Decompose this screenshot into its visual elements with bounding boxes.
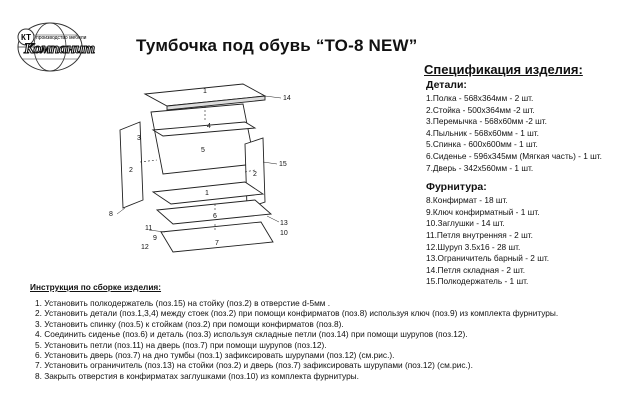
fittings-list [424, 195, 634, 288]
label-8: 8 [109, 211, 113, 218]
label-13: 13 [280, 220, 288, 227]
list-item: 9.Ключ конфирматный - 1 шт. [426, 206, 540, 217]
instruction-step: 5. Установить петли (поз.11) на дверь (поз.7) при помощи шурупов (поз.12). [35, 339, 327, 350]
label-2-left: 2 [129, 167, 133, 174]
label-12: 12 [141, 244, 149, 251]
assembly-instructions [30, 282, 630, 381]
instruction-step: 2. Установить детали (поз.1,3,4) между стоек (поз.2) при помощи конфирматов (поз.8) используя ключ (поз.9) из комплекта фурнитуры. [35, 308, 559, 319]
label-15: 15 [279, 161, 287, 168]
list-item: 10.Заглушки - 14 шт. [426, 218, 505, 229]
list-item: 13.Ограничитель барный - 2 шт. [426, 253, 550, 264]
instruction-step: 4. Соединить сиденье (поз.6) и деталь (поз.3) используя складные петли (поз.14) при помощи шурупов (поз.12). [35, 329, 468, 340]
parts-list [424, 93, 634, 174]
instruction-step: 3. Установить спинку (поз.5) к стойкам (поз.2) при помощи конфирматов (поз.8). [35, 318, 344, 329]
door-panel [161, 222, 273, 252]
label-1-bottom: 1 [205, 190, 209, 197]
parts-heading: Детали: [426, 79, 467, 91]
label-7: 7 [215, 240, 219, 247]
instruction-step: 8. Закрыть отверстия в конфирматах заглушками (поз.10) из комплекта фурнитуры. [35, 370, 359, 381]
assembly-drawing [95, 82, 305, 260]
instruction-step: 1. Установить полкодержатель (поз.15) на стойку (поз.2) в отверстие d-5мм . [35, 298, 331, 308]
label-2-right: 2 [253, 171, 257, 178]
label-6: 6 [213, 213, 217, 220]
specification-block [424, 62, 634, 288]
list-item: 4.Пыльник - 568х60мм - 1 шт. [426, 127, 539, 138]
back-panel [151, 104, 255, 174]
instructions-list [30, 298, 630, 381]
fittings-heading: Фурнитура: [426, 181, 487, 194]
logo-brand: Компанит [24, 41, 95, 57]
instructions-title: Инструкция по сборке изделия: [30, 282, 162, 292]
spec-title: Спецификация изделия: [424, 62, 583, 77]
label-4: 4 [207, 123, 211, 130]
label-10: 10 [280, 230, 288, 237]
label-5: 5 [201, 147, 205, 154]
label-1-top: 1 [203, 88, 207, 95]
logo-subtitle: производство мебели [36, 35, 87, 41]
logo-mark: КТ [21, 33, 31, 42]
instruction-step: 7. Установить ограничитель (поз.13) на стойки (поз.2) и дверь (поз.7) зафиксировать шурупами (поз.12) (см.рис.). [35, 360, 473, 371]
list-item: 7.Дверь - 342х560мм - 1 шт. [426, 162, 534, 173]
list-item: 12.Шуруп 3.5х16 - 28 шт. [426, 241, 521, 252]
label-9: 9 [153, 235, 157, 242]
page-title: Тумбочка под обувь “ТО-8 NEW” [136, 36, 418, 55]
list-item: 14.Петля складная - 2 шт. [426, 264, 526, 275]
instruction-step: 6. Установить дверь (поз.7) на дно тумбы (поз.1) зафиксировать шурупами (поз.12) (см.рис.). [35, 350, 395, 361]
list-item: 3.Перемычка - 568х60мм -2 шт. [426, 116, 547, 127]
list-item: 11.Петля внутренняя - 2 шт. [426, 229, 533, 240]
label-11: 11 [145, 225, 153, 232]
label-14: 14 [283, 95, 291, 102]
list-item: 1.Полка - 568х364мм - 2 шт. [426, 93, 534, 103]
list-item: 6.Сиденье - 596х345мм (Мягкая часть) - 1 шт. [426, 150, 602, 161]
list-item: 15.Полкодержатель - 1 шт. [426, 276, 529, 287]
company-logo [10, 18, 122, 76]
list-item: 8.Конфирмат - 18 шт. [426, 195, 508, 206]
label-3: 3 [137, 135, 141, 142]
list-item: 2.Стойка - 500х364мм -2 шт. [426, 104, 535, 115]
list-item: 5.Спинка - 600х600мм - 1 шт. [426, 139, 538, 150]
